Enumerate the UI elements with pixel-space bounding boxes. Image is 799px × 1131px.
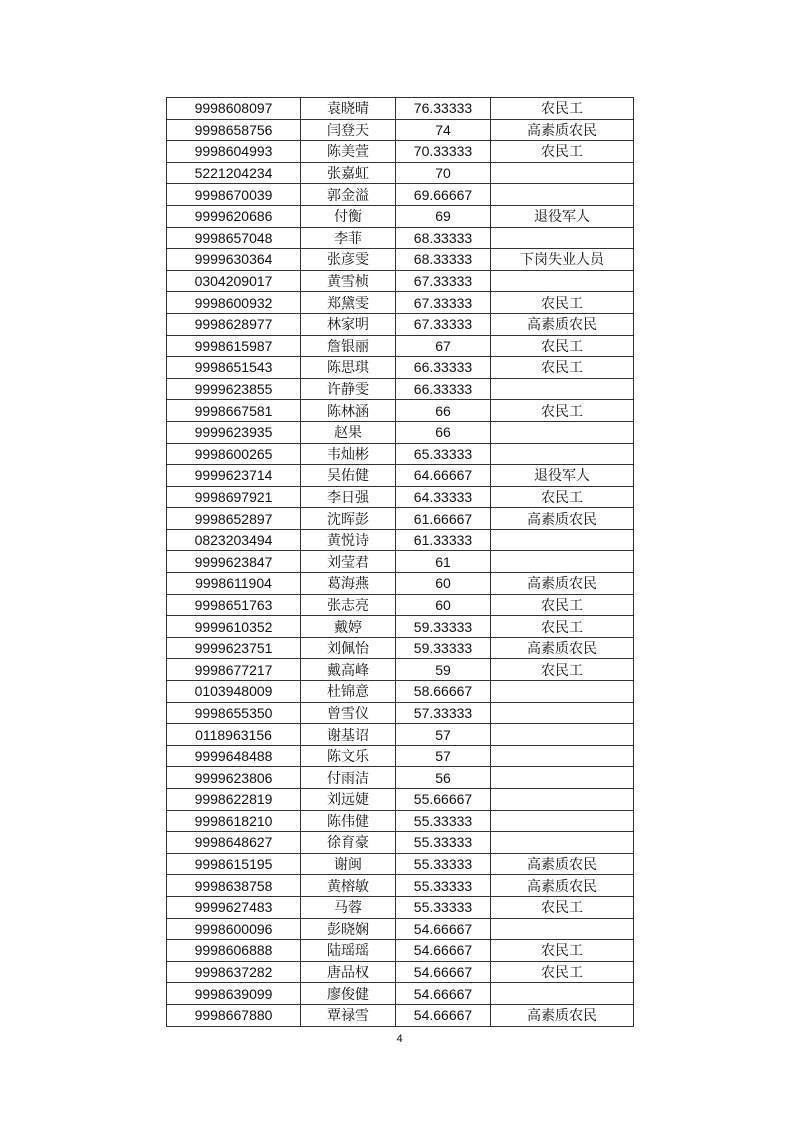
cell-score: 66 — [396, 400, 491, 422]
cell-id: 9999630364 — [167, 249, 301, 271]
cell-id: 9998600932 — [167, 292, 301, 314]
cell-name: 郭金溢 — [301, 184, 396, 206]
cell-category — [491, 270, 634, 292]
cell-score: 56 — [396, 767, 491, 789]
table-row — [167, 184, 634, 206]
cell-id: 9999623806 — [167, 767, 301, 789]
cell-category: 农民工 — [491, 659, 634, 681]
cell-category: 高素质农民 — [491, 637, 634, 659]
page-number: 4 — [396, 1033, 403, 1045]
cell-name: 赵果 — [301, 421, 396, 443]
cell-score: 59.33333 — [396, 637, 491, 659]
cell-category — [491, 983, 634, 1005]
cell-id: 9998652897 — [167, 508, 301, 530]
cell-id: 9998638758 — [167, 875, 301, 897]
cell-category — [491, 529, 634, 551]
cell-score: 66 — [396, 421, 491, 443]
cell-name: 彭晓娴 — [301, 918, 396, 940]
table-row — [167, 335, 634, 357]
table-row — [167, 378, 634, 400]
cell-id: 9998615987 — [167, 335, 301, 357]
cell-score: 54.66667 — [396, 961, 491, 983]
cell-score: 67.33333 — [396, 313, 491, 335]
cell-category: 退役军人 — [491, 465, 634, 487]
cell-category — [491, 767, 634, 789]
cell-name: 闫登天 — [301, 119, 396, 141]
table-row — [167, 270, 634, 292]
cell-name: 吴佑健 — [301, 465, 396, 487]
cell-score: 55.33333 — [396, 875, 491, 897]
cell-score: 59.33333 — [396, 616, 491, 638]
cell-category — [491, 681, 634, 703]
cell-id: 9998615195 — [167, 853, 301, 875]
table-row — [167, 162, 634, 184]
table-row — [167, 400, 634, 422]
cell-name: 沈晖彭 — [301, 508, 396, 530]
cell-score: 61.33333 — [396, 529, 491, 551]
table-row — [167, 702, 634, 724]
cell-id: 9998604993 — [167, 141, 301, 163]
cell-id: 9999648488 — [167, 745, 301, 767]
cell-id: 9998622819 — [167, 789, 301, 811]
cell-category — [491, 227, 634, 249]
cell-score: 69.66667 — [396, 184, 491, 206]
cell-id: 9998667880 — [167, 1004, 301, 1026]
cell-id: 0103948009 — [167, 681, 301, 703]
cell-category — [491, 724, 634, 746]
cell-score: 69 — [396, 205, 491, 227]
cell-category — [491, 443, 634, 465]
table-row — [167, 573, 634, 595]
cell-name: 曾雪仪 — [301, 702, 396, 724]
cell-category — [491, 745, 634, 767]
cell-id: 9998637282 — [167, 961, 301, 983]
cell-id: 9999610352 — [167, 616, 301, 638]
table-row — [167, 961, 634, 983]
cell-score: 54.66667 — [396, 918, 491, 940]
cell-name: 葛海燕 — [301, 573, 396, 595]
cell-name: 张嘉虹 — [301, 162, 396, 184]
cell-category: 农民工 — [491, 594, 634, 616]
cell-id: 9998608097 — [167, 98, 301, 120]
cell-name: 许静雯 — [301, 378, 396, 400]
cell-id: 9998606888 — [167, 940, 301, 962]
cell-category: 农民工 — [491, 940, 634, 962]
cell-category: 高素质农民 — [491, 875, 634, 897]
cell-score: 55.33333 — [396, 832, 491, 854]
cell-name: 刘佩怡 — [301, 637, 396, 659]
cell-score: 60 — [396, 573, 491, 595]
cell-name: 袁晓晴 — [301, 98, 396, 120]
cell-score: 55.33333 — [396, 896, 491, 918]
table-row — [167, 421, 634, 443]
table-row — [167, 896, 634, 918]
cell-id: 0304209017 — [167, 270, 301, 292]
cell-id: 0823203494 — [167, 529, 301, 551]
cell-score: 64.33333 — [396, 486, 491, 508]
cell-name: 谢闽 — [301, 853, 396, 875]
table-row — [167, 465, 634, 487]
table-row — [167, 810, 634, 832]
cell-score: 67 — [396, 335, 491, 357]
cell-score: 65.33333 — [396, 443, 491, 465]
cell-score: 66.33333 — [396, 378, 491, 400]
table-row — [167, 249, 634, 271]
cell-category: 农民工 — [491, 292, 634, 314]
cell-name: 陈思琪 — [301, 357, 396, 379]
cell-id: 9998655350 — [167, 702, 301, 724]
cell-score: 57.33333 — [396, 702, 491, 724]
cell-name: 谢基诏 — [301, 724, 396, 746]
table-row — [167, 292, 634, 314]
cell-category — [491, 810, 634, 832]
cell-score: 70 — [396, 162, 491, 184]
cell-score: 55.66667 — [396, 789, 491, 811]
cell-name: 郑黛雯 — [301, 292, 396, 314]
cell-id: 9999623855 — [167, 378, 301, 400]
cell-score: 67.33333 — [396, 292, 491, 314]
cell-name: 付雨洁 — [301, 767, 396, 789]
cell-id: 9999623714 — [167, 465, 301, 487]
cell-id: 9998657048 — [167, 227, 301, 249]
table-row — [167, 508, 634, 530]
cell-category — [491, 421, 634, 443]
cell-name: 陈美萱 — [301, 141, 396, 163]
table-row — [167, 98, 634, 120]
cell-id: 9998628977 — [167, 313, 301, 335]
cell-category: 高素质农民 — [491, 1004, 634, 1026]
table-row — [167, 443, 634, 465]
cell-score: 64.66667 — [396, 465, 491, 487]
cell-score: 76.33333 — [396, 98, 491, 120]
cell-name: 陈文乐 — [301, 745, 396, 767]
cell-category: 农民工 — [491, 98, 634, 120]
cell-score: 68.33333 — [396, 249, 491, 271]
cell-name: 陈林涵 — [301, 400, 396, 422]
cell-name: 陆瑶瑶 — [301, 940, 396, 962]
cell-id: 0118963156 — [167, 724, 301, 746]
cell-score: 54.66667 — [396, 1004, 491, 1026]
cell-category — [491, 789, 634, 811]
cell-name: 马蓉 — [301, 896, 396, 918]
cell-score: 54.66667 — [396, 983, 491, 1005]
cell-id: 9998618210 — [167, 810, 301, 832]
cell-score: 74 — [396, 119, 491, 141]
table-row — [167, 357, 634, 379]
cell-category — [491, 918, 634, 940]
table-row — [167, 940, 634, 962]
table-row — [167, 551, 634, 573]
cell-name: 詹银丽 — [301, 335, 396, 357]
cell-id: 9999620686 — [167, 205, 301, 227]
table-row — [167, 313, 634, 335]
results-table — [166, 97, 634, 1027]
cell-category: 农民工 — [491, 400, 634, 422]
cell-category: 农民工 — [491, 616, 634, 638]
table-row — [167, 1004, 634, 1026]
cell-id: 9999623935 — [167, 421, 301, 443]
cell-name: 陈伟健 — [301, 810, 396, 832]
table-row — [167, 853, 634, 875]
cell-category: 农民工 — [491, 141, 634, 163]
cell-category — [491, 162, 634, 184]
cell-name: 徐育豪 — [301, 832, 396, 854]
cell-score: 58.66667 — [396, 681, 491, 703]
table-row — [167, 681, 634, 703]
cell-score: 57 — [396, 745, 491, 767]
cell-id: 9998600265 — [167, 443, 301, 465]
cell-category: 下岗失业人员 — [491, 249, 634, 271]
cell-category: 退役军人 — [491, 205, 634, 227]
cell-category: 高素质农民 — [491, 853, 634, 875]
table-row — [167, 637, 634, 659]
cell-name: 唐品权 — [301, 961, 396, 983]
cell-name: 张志亮 — [301, 594, 396, 616]
table-row — [167, 724, 634, 746]
cell-name: 张彦雯 — [301, 249, 396, 271]
cell-score: 57 — [396, 724, 491, 746]
table-row — [167, 745, 634, 767]
cell-name: 刘莹君 — [301, 551, 396, 573]
table-row — [167, 832, 634, 854]
cell-category: 高素质农民 — [491, 313, 634, 335]
cell-score: 61.66667 — [396, 508, 491, 530]
cell-id: 9998697921 — [167, 486, 301, 508]
cell-name: 黄雪桢 — [301, 270, 396, 292]
cell-name: 付衡 — [301, 205, 396, 227]
table-row — [167, 616, 634, 638]
cell-id: 9998611904 — [167, 573, 301, 595]
table-row — [167, 227, 634, 249]
cell-name: 戴婷 — [301, 616, 396, 638]
cell-name: 刘远婕 — [301, 789, 396, 811]
cell-score: 70.33333 — [396, 141, 491, 163]
cell-category: 农民工 — [491, 357, 634, 379]
table-row — [167, 205, 634, 227]
table-row — [167, 875, 634, 897]
table-row — [167, 141, 634, 163]
cell-category — [491, 832, 634, 854]
cell-id: 9998651543 — [167, 357, 301, 379]
cell-id: 9998667581 — [167, 400, 301, 422]
cell-category: 农民工 — [491, 335, 634, 357]
table-row — [167, 918, 634, 940]
cell-id: 9999623751 — [167, 637, 301, 659]
cell-category: 农民工 — [491, 896, 634, 918]
cell-name: 李菲 — [301, 227, 396, 249]
cell-id: 5221204234 — [167, 162, 301, 184]
cell-name: 覃禄雪 — [301, 1004, 396, 1026]
cell-id: 9998677217 — [167, 659, 301, 681]
cell-score: 60 — [396, 594, 491, 616]
cell-category: 农民工 — [491, 486, 634, 508]
cell-score: 61 — [396, 551, 491, 573]
cell-name: 廖俊健 — [301, 983, 396, 1005]
cell-id: 9998600096 — [167, 918, 301, 940]
cell-score: 66.33333 — [396, 357, 491, 379]
cell-category — [491, 702, 634, 724]
cell-id: 9998639099 — [167, 983, 301, 1005]
table-row — [167, 486, 634, 508]
table-row — [167, 119, 634, 141]
cell-category: 高素质农民 — [491, 573, 634, 595]
table-row — [167, 659, 634, 681]
cell-score: 67.33333 — [396, 270, 491, 292]
table-row — [167, 594, 634, 616]
cell-category — [491, 551, 634, 573]
cell-id: 9999627483 — [167, 896, 301, 918]
table-row — [167, 529, 634, 551]
table-row — [167, 789, 634, 811]
cell-id: 9998670039 — [167, 184, 301, 206]
cell-score: 55.33333 — [396, 810, 491, 832]
cell-name: 韦灿彬 — [301, 443, 396, 465]
cell-score: 59 — [396, 659, 491, 681]
cell-category: 高素质农民 — [491, 508, 634, 530]
cell-id: 9998651763 — [167, 594, 301, 616]
cell-name: 李日强 — [301, 486, 396, 508]
cell-category — [491, 378, 634, 400]
cell-score: 68.33333 — [396, 227, 491, 249]
cell-name: 黄榕敏 — [301, 875, 396, 897]
cell-category: 农民工 — [491, 961, 634, 983]
cell-name: 黄悦诗 — [301, 529, 396, 551]
cell-id: 9998648627 — [167, 832, 301, 854]
cell-id: 9999623847 — [167, 551, 301, 573]
table-row — [167, 767, 634, 789]
table-row — [167, 983, 634, 1005]
cell-id: 9998658756 — [167, 119, 301, 141]
table-body — [167, 98, 634, 1027]
cell-category: 高素质农民 — [491, 119, 634, 141]
cell-score: 55.33333 — [396, 853, 491, 875]
cell-name: 戴高峰 — [301, 659, 396, 681]
cell-category — [491, 184, 634, 206]
cell-name: 杜锦意 — [301, 681, 396, 703]
cell-score: 54.66667 — [396, 940, 491, 962]
cell-name: 林家明 — [301, 313, 396, 335]
